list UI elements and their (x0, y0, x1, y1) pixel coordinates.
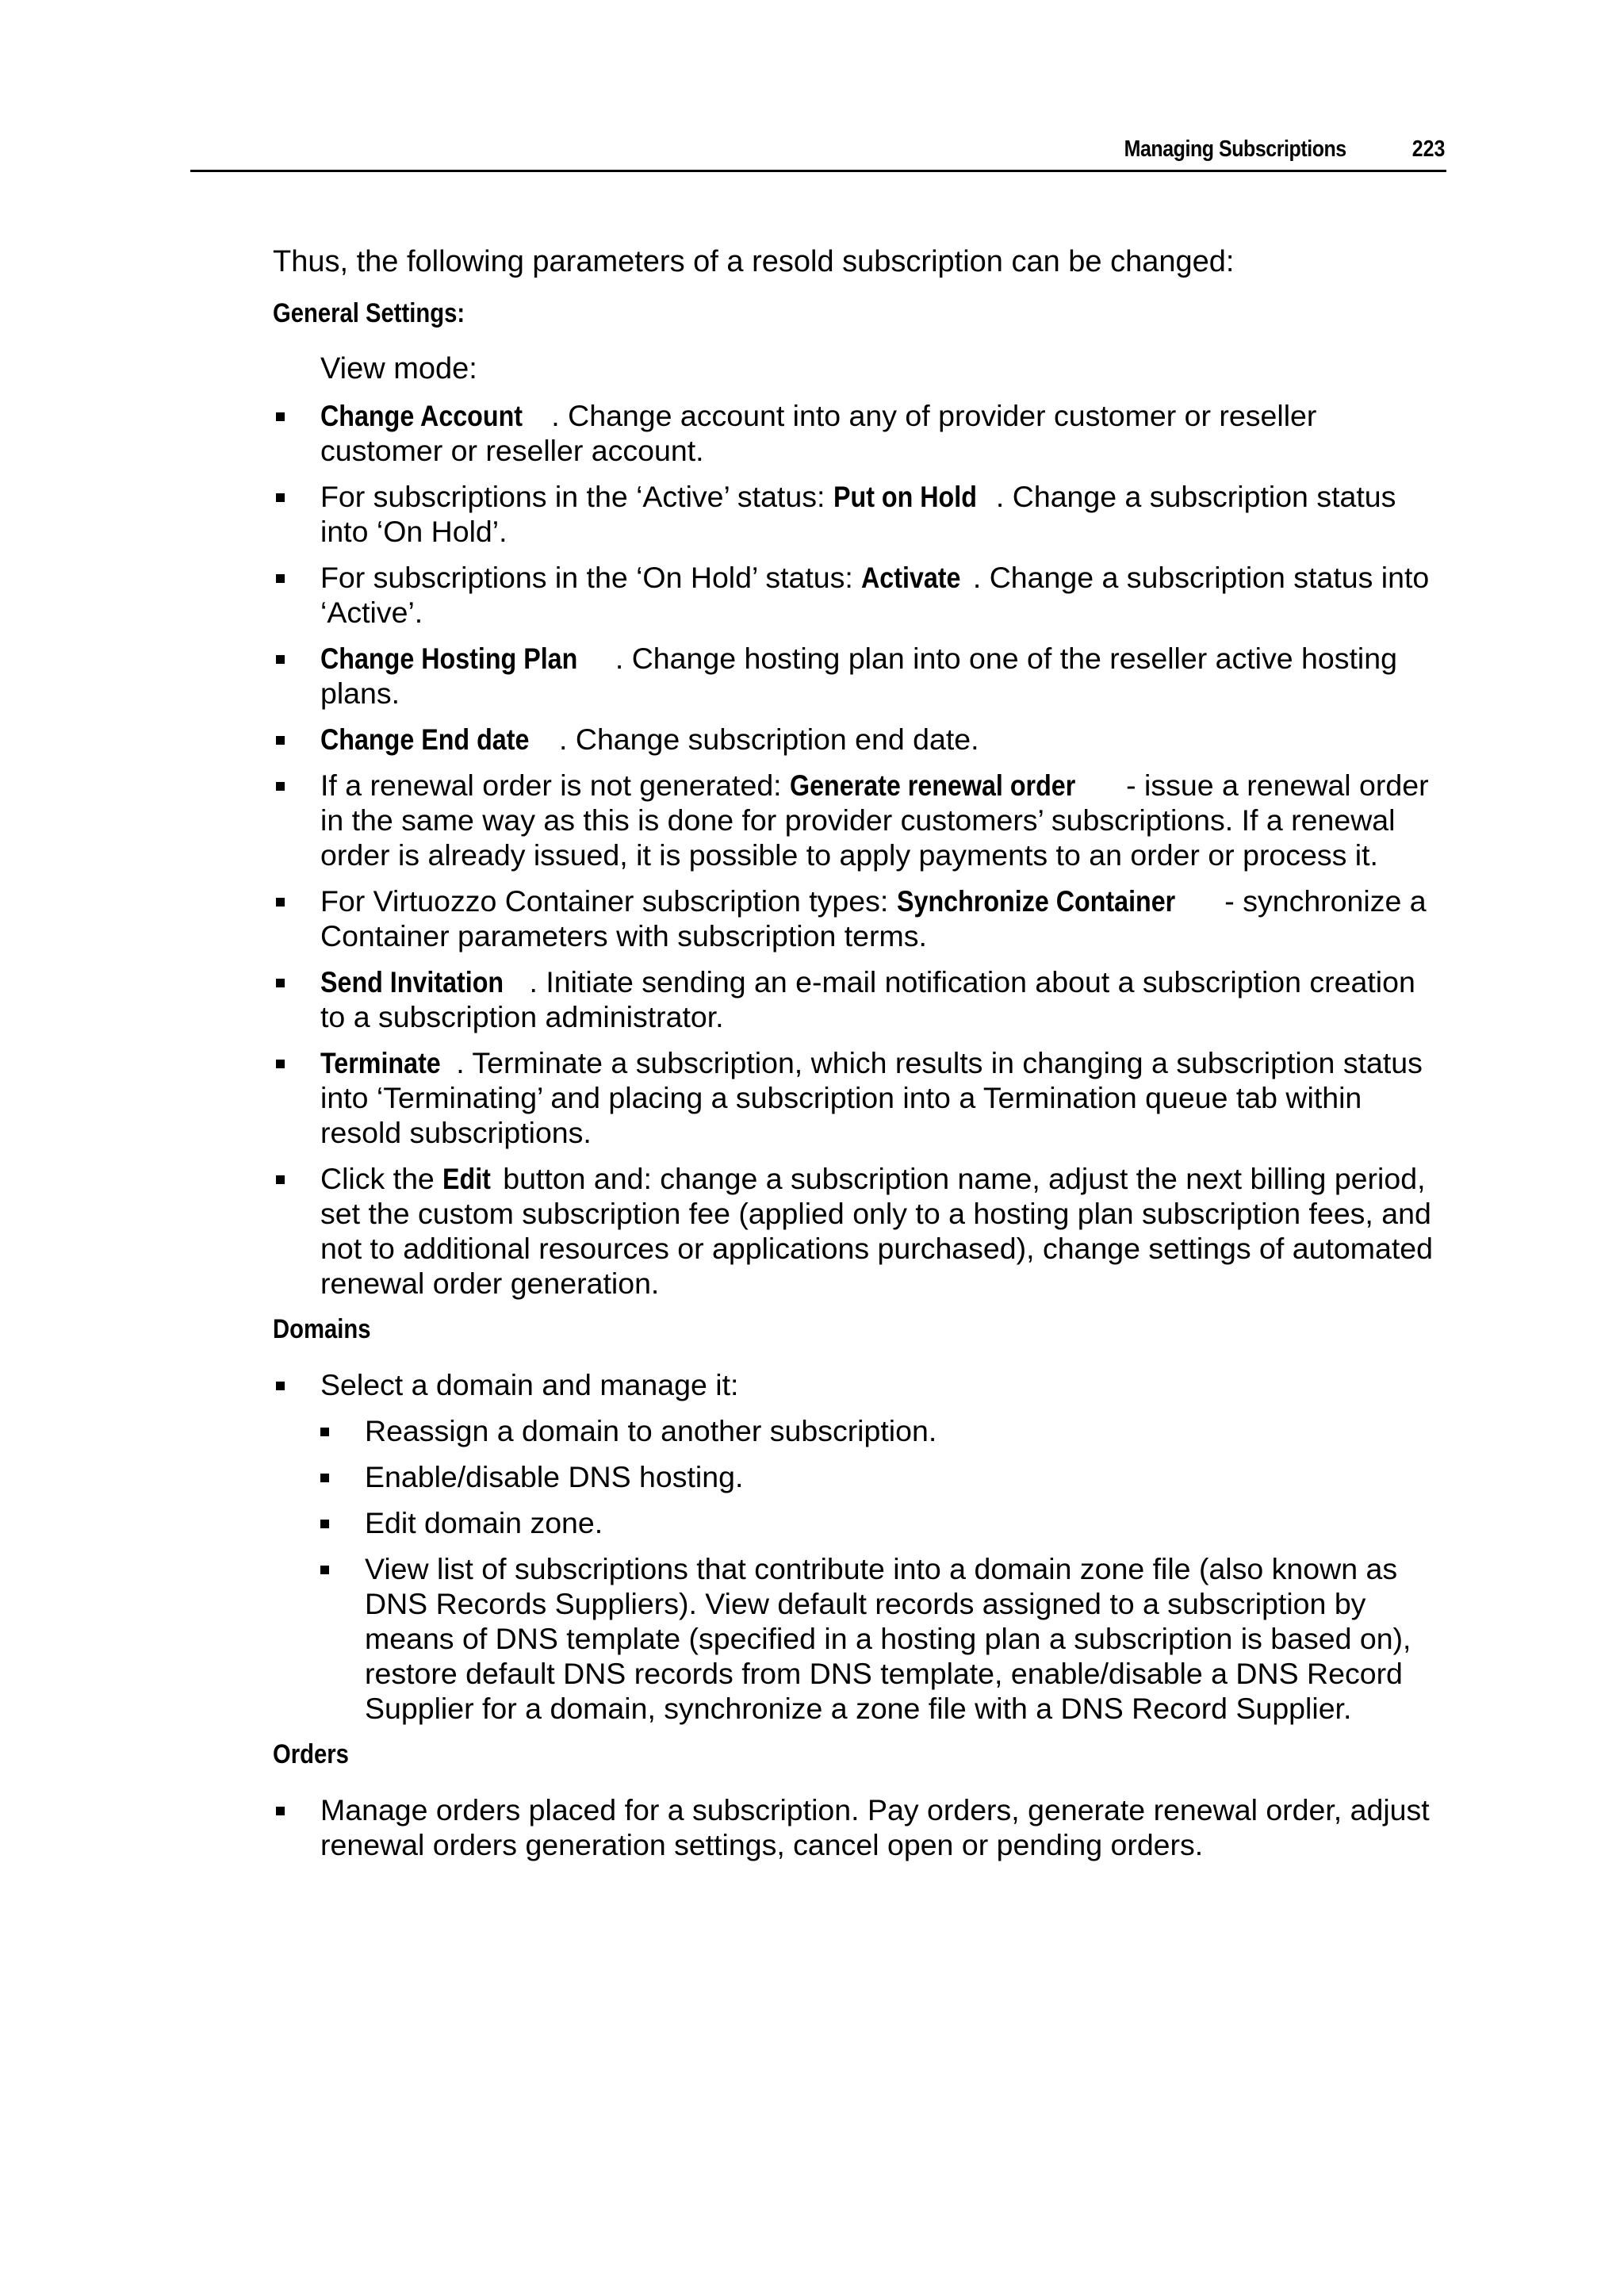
item-text: . Change a subscription status into ‘On Hold’. (320, 480, 1396, 548)
keyword-synchronize-container: Synchronize Container (896, 884, 1175, 918)
keyword-edit: Edit (442, 1162, 492, 1195)
list-item-send-invitation (273, 964, 1446, 1034)
sublist-item-reassign-domain: Reassign a domain to another subscription. (317, 1413, 1446, 1448)
domains-list (273, 1367, 1446, 1402)
item-text: . Change a subscription status into ‘Active’. (320, 561, 1430, 629)
item-text: . Change subscription end date. (559, 723, 979, 756)
sublist-item-edit-zone: Edit domain zone. (317, 1505, 1446, 1540)
keyword-send-invitation: Send Invitation (320, 965, 504, 999)
sublist-item-dns-hosting: Enable/disable DNS hosting. (317, 1459, 1446, 1494)
sublist-item-dns-suppliers: View list of subscriptions that contribute into a domain zone file (also known as DNS Records Suppliers). View default records assigned to a subscription by means of DNS template (specified in a hosting plan a subscription is based on), restore default DNS records from DNS template, enable/disable a DNS Record Supplier for a domain, synchronize a zone file with a DNS Record Supplier. (317, 1551, 1446, 1726)
keyword-terminate: Terminate (320, 1046, 441, 1079)
item-prefix: For Virtuozzo Container subscription types: (320, 884, 897, 918)
item-text: button and: change a subscription name, adjust the next billing period, set the custom subscription fee (applied only to a hosting plan subscription fees, and not to additional resources or applications purchased), change settings of automated renewal order generation. (320, 1162, 1433, 1300)
view-mode-label: View mode: (320, 352, 477, 385)
domains-heading: Domains (273, 1314, 371, 1344)
keyword-change-end-date: Change End date (320, 723, 530, 756)
list-item-generate-renewal-order (273, 768, 1446, 872)
list-item-activate (273, 560, 1446, 630)
list-item-select-domain: Select a domain and manage it: (273, 1367, 1446, 1402)
keyword-activate: Activate (861, 561, 961, 594)
header-title: Managing Subscriptions (1124, 136, 1346, 162)
page-header (190, 133, 1446, 172)
item-prefix: For subscriptions in the ‘On Hold’ status: (320, 561, 862, 594)
general-settings-list (273, 398, 1446, 1301)
item-text: . Change hosting plan into one of the reseller active hosting plans. (320, 642, 1397, 710)
item-text: . Initiate sending an e-mail notification about a subscription creation to a subscription administrator. (320, 965, 1415, 1033)
domains-sublist (273, 1413, 1446, 1726)
item-prefix: For subscriptions in the ‘Active’ status: (320, 480, 833, 513)
list-item-change-end-date (273, 722, 1446, 757)
item-text: . Change account into any of provider customer or reseller customer or reseller account. (320, 399, 1317, 467)
item-prefix: If a renewal order is not generated: (320, 769, 791, 802)
orders-list (273, 1792, 1446, 1862)
list-item-manage-orders: Manage orders placed for a subscription. Pay orders, generate renewal order, adjust renewal orders generation settings, cancel open or pending orders. (273, 1792, 1446, 1862)
list-item-change-hosting-plan (273, 641, 1446, 711)
orders-heading: Orders (273, 1739, 349, 1769)
page-number: 223 (1411, 136, 1445, 162)
item-text: - synchronize a Container parameters with subscription terms. (320, 884, 1427, 953)
keyword-put-on-hold: Put on Hold (833, 480, 977, 513)
item-text: - issue a renewal order in the same way as this is done for provider customers’ subscriptions. If a renewal order is already issued, it is possible to apply payments to an order or process it. (320, 769, 1429, 872)
list-item-change-account (273, 398, 1446, 468)
list-item-terminate (273, 1045, 1446, 1150)
list-item-edit (273, 1161, 1446, 1301)
list-item-put-on-hold (273, 479, 1446, 549)
list-item-synchronize-container (273, 884, 1446, 953)
page-content (273, 244, 1446, 1873)
item-text: . Terminate a subscription, which results in changing a subscription status into ‘Terminating’ and placing a subscription into a Termination queue tab within resold subscriptions. (320, 1046, 1423, 1149)
intro-paragraph: Thus, the following parameters of a resold subscription can be changed: (273, 245, 1235, 278)
general-settings-heading: General Settings: (273, 298, 465, 328)
keyword-change-hosting-plan: Change Hosting Plan (320, 642, 578, 675)
item-prefix: Click the (320, 1162, 443, 1195)
keyword-generate-renewal-order: Generate renewal order (790, 769, 1076, 802)
keyword-change-account: Change Account (320, 399, 523, 432)
